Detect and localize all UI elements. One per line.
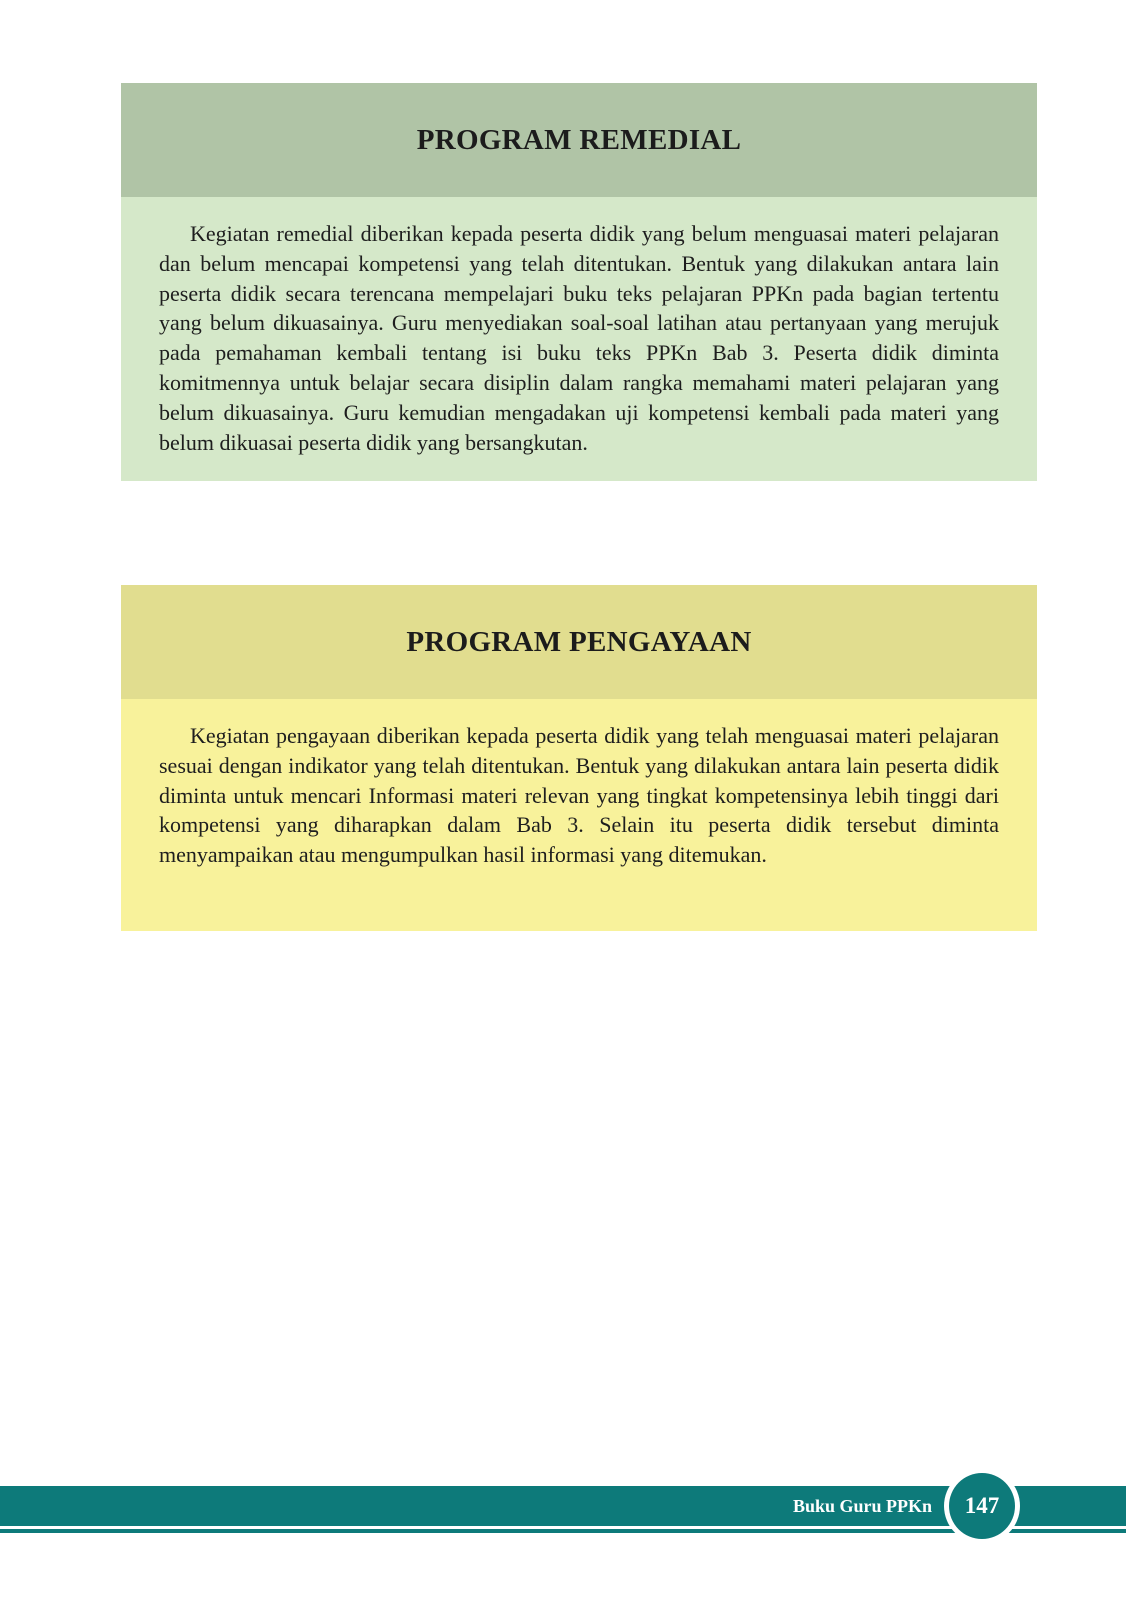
remedial-paragraph: Kegiatan remedial diberikan kepada peserta didik yang belum menguasai materi pelajaran dan belum mencapai kompetensi yang telah ditentukan. Bentuk yang dilakukan antara lain peserta didik secara terencana mempelajari buku teks pelajaran PPKn pada bagian tertentu yang belum dikuasainya. Guru menyediakan soal-soal latihan atau pertanyaan yang merujuk pada pemahaman kembali tentang isi buku teks PPKn Bab 3. Peserta didik diminta komitmennya untuk belajar secara disiplin dalam rangka memahami materi pelajaran yang belum dikuasainya. Guru kemudian mengadakan uji kompetensi kembali pada materi yang belum dikuasai peserta didik yang bersangkutan. bbox=[159, 221, 999, 455]
pengayaan-body bbox=[121, 699, 1037, 931]
remedial-header bbox=[121, 83, 1037, 197]
remedial-title: PROGRAM REMEDIAL bbox=[416, 123, 742, 156]
pengayaan-paragraph: Kegiatan pengayaan diberikan kepada peserta didik yang telah menguasai materi pelajaran sesuai dengan indikator yang telah ditentukan. Bentuk yang dilakukan antara lain peserta didik diminta untuk mencari Informasi materi relevan yang tingkat kompetensinya lebih tinggi dari kompetensi yang diharapkan dalam Bab 3. Selain itu peserta didik tersebut diminta menyampaikan atau mengumpulkan hasil informasi yang ditemukan. bbox=[159, 723, 999, 868]
pengayaan-section bbox=[121, 585, 1037, 931]
footer-book-title: Buku Guru PPKn bbox=[792, 1496, 932, 1516]
remedial-body bbox=[121, 197, 1037, 481]
remedial-section bbox=[121, 83, 1037, 481]
page-number-circle bbox=[949, 1473, 1015, 1539]
page-number: 147 bbox=[964, 1493, 1000, 1518]
pengayaan-title: PROGRAM PENGAYAAN bbox=[406, 625, 752, 658]
pengayaan-header bbox=[121, 585, 1037, 699]
